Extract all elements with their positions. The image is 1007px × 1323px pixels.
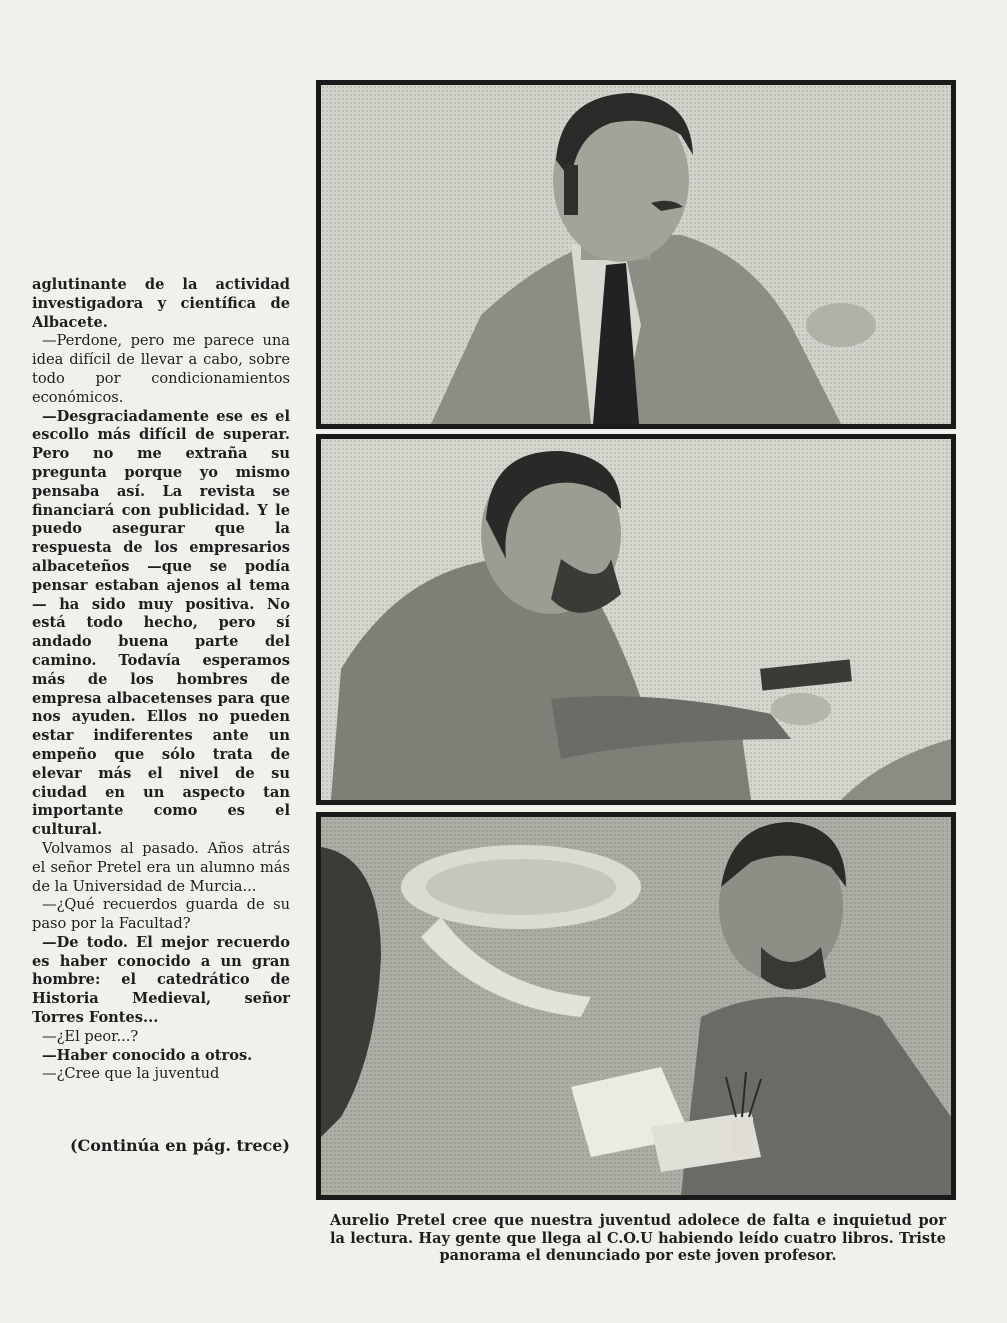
photo-man-holding-object bbox=[316, 434, 956, 805]
paragraph-2: —Perdone, pero me parece una idea difícil de llevar a cabo, sobre todo por condicionamientos económicos. bbox=[32, 332, 290, 406]
paragraph-8: —Haber conocido a otros. bbox=[42, 1046, 253, 1064]
paragraph-3: —Desgraciadamente ese es el escollo más difícil de superar. Pero no me extraña su pregunta porque yo mismo pensaba así. La revista se financiará con publicidad. Y le puedo asegurar que la respuesta de los empresarios albaceteños —que se podía pensar estaban ajenos al tema— ha sido muy positiva. No está todo hecho, pero sí andado buena parte del camino. Todavía esperamos más de los hombres de empresa albacetenses para que nos ayuden. Ellos no pueden estar indiferentes ante un empeño que sólo trata de elevar más el nivel de su ciudad en un aspecto tan importante como es el cultural. bbox=[32, 407, 290, 839]
article-column bbox=[32, 276, 290, 1084]
paragraph-1: aglutinante de la actividad investigadora y científica de Albacete. bbox=[32, 276, 290, 331]
paragraph-9: —¿Cree que la juventud bbox=[42, 1065, 220, 1083]
paragraph-4: Volvamos al pasado. Años atrás el señor Pretel era un alumno más de la Universidad de Murcia... bbox=[32, 839, 290, 895]
photo-portrait-profile bbox=[316, 80, 956, 429]
continuation-note: (Continúa en pág. trece) bbox=[69, 1136, 290, 1155]
paragraph-6: —De todo. El mejor recuerdo es haber conocido a un gran hombre: el catedrático de Historia Medieval, señor Torres Fontes... bbox=[32, 933, 290, 1027]
paragraph-7: —¿El peor...? bbox=[42, 1027, 139, 1045]
paragraph-5: —¿Qué recuerdos guarda de su paso por la Facultad? bbox=[32, 896, 290, 933]
photo-desk-scene bbox=[316, 812, 956, 1200]
photo-caption: Aurelio Pretel cree que nuestra juventud adolece de falta e inquietud por la lectura. Hay gente que llega al C.O.U habiendo leído cuatro libros. Triste panorama el denunciado por este joven profesor. bbox=[330, 1212, 946, 1264]
